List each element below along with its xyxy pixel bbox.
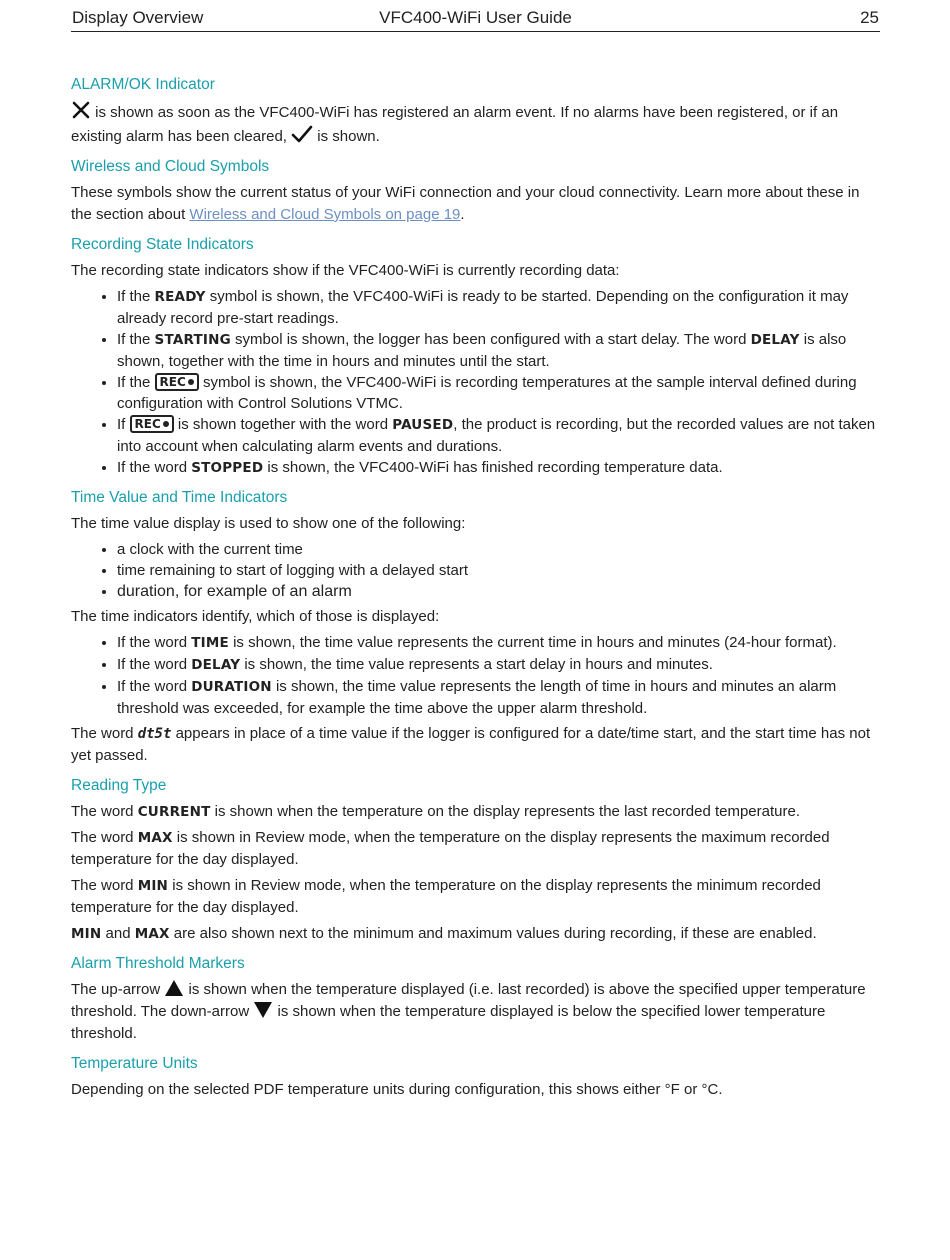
item-text: is shown when the temperature displayed (i.e. last recorded) is above the specified upper temperature threshold. The down-arrow <box>71 981 866 1020</box>
list-item: • duration, for example of an alarm <box>117 581 883 602</box>
rec-label: REC <box>134 417 161 431</box>
item-text: is shown, the VFC400-WiFi has finished recording temperature data. <box>263 459 723 476</box>
rec-dot-icon <box>163 421 169 427</box>
time-intro: The time value display is used to show one of the following: <box>71 515 466 532</box>
item-text: symbol is shown, the logger has been configured with a start delay. The word <box>230 331 751 348</box>
keyword-min: MIN <box>71 926 102 942</box>
keyword-current: CURRENT <box>137 804 211 820</box>
list-item: • time remaining to start of logging with a delayed start <box>117 560 883 581</box>
page-number: 25 <box>860 8 879 27</box>
list-item <box>117 286 883 329</box>
item-text: The word <box>71 803 138 820</box>
item-text: is shown in Review mode, when the temperature on the display represents the maximum recorded temperature for the day displayed. <box>71 829 830 868</box>
item-text: appears in place of a time value if the logger is configured for a date/time start, and the start time has not yet passed. <box>71 725 871 764</box>
section-time <box>71 488 883 767</box>
item-text: , the product is recording, but the recorded values are not taken into account when calculating alarm events and durations. <box>117 416 876 455</box>
list-item <box>117 329 883 372</box>
reading-min <box>71 875 883 919</box>
header-section: Display Overview <box>72 8 204 27</box>
recording-list <box>71 286 883 479</box>
keyword-ready: READY <box>154 289 206 305</box>
item-text: is shown, the time value represents the length of time in hours and minutes an alarm threshold was exceeded, for example the time above the upper alarm threshold. <box>117 678 837 717</box>
item-text: is shown when the temperature displayed is below the specified lower temperature threshold. <box>71 1003 826 1042</box>
keyword-dtst: dt5t <box>137 726 172 742</box>
item-text: If the <box>117 288 155 305</box>
reading-current <box>71 801 883 823</box>
item-text: If the <box>117 331 155 348</box>
list-item <box>117 654 883 676</box>
wireless-paragraph <box>71 182 883 226</box>
heading-units: Temperature Units <box>71 1055 198 1072</box>
dtst-paragraph <box>71 723 883 767</box>
up-arrow-icon <box>164 979 184 997</box>
item-text: is shown when the temperature on the display represents the last recorded temperature. <box>210 803 800 820</box>
section-reading <box>71 776 883 945</box>
keyword-max: MAX <box>134 926 170 942</box>
heading-recording: Recording State Indicators <box>71 236 254 253</box>
page-content <box>71 75 883 1110</box>
page-header <box>71 6 880 32</box>
item-text: is also shown, together with the time in hours and minutes until the start. <box>117 331 847 370</box>
item-text: symbol is shown, the VFC400-WiFi is recording temperatures at the sample interval defined during configuration with Control Solutions VTMC. <box>117 374 857 412</box>
keyword-max: MAX <box>137 830 173 846</box>
item-text: is shown together with the word <box>173 416 393 433</box>
header-title: VFC400-WiFi User Guide <box>379 8 572 27</box>
wireless-page-link[interactable]: Wireless and Cloud Symbols on page 19 <box>189 206 461 223</box>
wireless-end: . <box>460 206 465 223</box>
alarm-markers-paragraph <box>71 979 883 1045</box>
list-item <box>117 457 883 479</box>
keyword-starting: STARTING <box>154 332 231 348</box>
item-text: The word <box>71 877 138 894</box>
item-text: If the word <box>117 656 192 673</box>
section-alarm-markers <box>71 954 883 1045</box>
checkmark-icon <box>291 124 313 144</box>
wireless-text: These symbols show the current status of your WiFi connection and your cloud connectivity. Learn more about these in the section about <box>71 184 860 223</box>
item-text: symbol is shown, the VFC400-WiFi is ready to be started. Depending on the configuration it may already record pre-start readings. <box>117 288 849 327</box>
item-text: and <box>101 925 135 942</box>
reading-max <box>71 827 883 871</box>
alarm-ok-text-1: is shown as soon as the VFC400-WiFi has registered an alarm event. If no alarms have been registered, or if an existing alarm has been cleared, <box>71 104 839 145</box>
down-arrow-icon <box>253 1001 273 1019</box>
keyword-min: MIN <box>137 878 169 894</box>
keyword-delay: DELAY <box>191 657 241 673</box>
rec-dot-icon <box>188 379 194 385</box>
heading-alarm-ok: ALARM/OK Indicator <box>71 76 215 93</box>
keyword-paused: PAUSED <box>392 417 454 433</box>
keyword-stopped: STOPPED <box>191 460 264 476</box>
heading-alarm-markers: Alarm Threshold Markers <box>71 955 245 972</box>
list-item <box>117 372 883 414</box>
item-text: If the word <box>117 459 192 476</box>
item-text: is shown, the time value represents the current time in hours and minutes (24-hour format). <box>228 634 837 651</box>
time-list-1 <box>71 539 883 602</box>
rec-symbol-icon <box>155 373 199 391</box>
item-text: The up-arrow <box>71 981 165 998</box>
item-text: The word <box>71 725 138 742</box>
item-text: The word <box>71 829 138 846</box>
rec-symbol-icon <box>130 415 174 433</box>
heading-reading: Reading Type <box>71 777 167 794</box>
keyword-duration: DURATION <box>191 679 272 695</box>
recording-intro: The recording state indicators show if the VFC400-WiFi is currently recording data: <box>71 262 620 279</box>
section-units <box>71 1054 883 1101</box>
item-text: If the <box>117 374 155 391</box>
units-paragraph: Depending on the selected PDF temperature units during configuration, this shows either °F or °C. <box>71 1081 723 1098</box>
item-text: If the word <box>117 678 192 695</box>
heading-time: Time Value and Time Indicators <box>71 489 288 506</box>
alarm-ok-text-2: is shown. <box>313 128 380 145</box>
list-item <box>117 632 883 654</box>
time-list-2 <box>71 632 883 719</box>
alarm-ok-paragraph <box>71 100 883 148</box>
list-item <box>117 414 883 457</box>
item-text: If the word <box>117 634 192 651</box>
list-item: • a clock with the current time <box>117 539 883 560</box>
keyword-time: TIME <box>191 635 229 651</box>
item-text: is shown in Review mode, when the temperature on the display represents the minimum recorded temperature for the day displayed. <box>71 877 821 916</box>
time-intro-2: The time indicators identify, which of those is displayed: <box>71 608 440 625</box>
rec-label: REC <box>159 375 186 389</box>
cross-icon <box>71 100 91 120</box>
item-text: is shown, the time value represents a start delay in hours and minutes. <box>240 656 713 673</box>
heading-wireless: Wireless and Cloud Symbols <box>71 158 270 175</box>
item-text: If <box>117 416 130 433</box>
item-text: are also shown next to the minimum and maximum values during recording, if these are enabled. <box>169 925 817 942</box>
list-item <box>117 676 883 719</box>
section-wireless <box>71 157 883 226</box>
reading-min-max <box>71 923 883 945</box>
keyword-delay: DELAY <box>750 332 800 348</box>
section-alarm-ok <box>71 75 883 148</box>
section-recording <box>71 235 883 479</box>
